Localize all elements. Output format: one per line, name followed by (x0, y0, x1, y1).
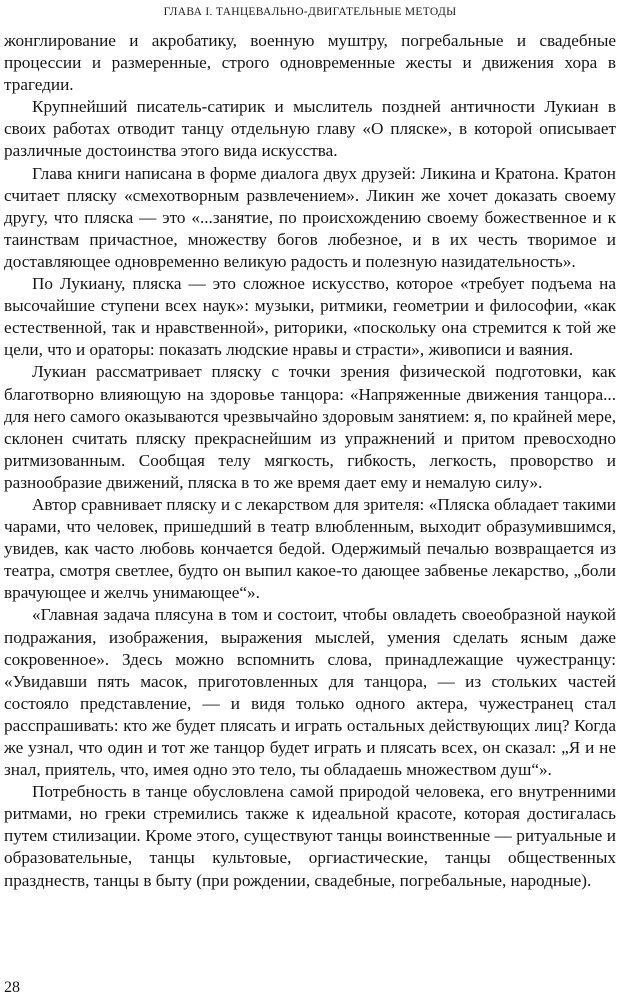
running-header: ГЛАВА I. ТАНЦЕВАЛЬНО-ДВИГАТЕЛЬНЫЕ МЕТОДЫ (163, 6, 457, 18)
paragraph-human-nature: Потребность в танце обусловлена самой природой человека, его внутренними ритмами, но греки стремились также к идеальной красоте, которая достигалась путем стилизации. Кроме этого, существуют танцы воинственные — ритуальные и образовательные, танцы культовые, оргиастические, танцы общественных празднеств, танцы в быту (при рождении, свадебные, погребальные, народные). (4, 782, 616, 890)
paragraph-imitation: «Главная задача плясуна в том и состоит, чтобы овладеть своеобразной наукой подражания, изображения, выражения мыслей, умения сделать ясным даже сокровенное». Здесь можно вспомнить слова, принадлежащие чужестранцу: «Увидавши пять масок, приготовленных для танцора, — из стольких частей состояло представление, — и видя только одного актера, чужестранец стал расспрашивать: кто же будет плясать и играть остальных действующих лиц? Когда же узнал, что один и тот же танцор будет играть и плясать всех, он сказал: „Я и не знал, приятель, что, имея одно это тело, ты обладаешь множеством душ“». (4, 605, 616, 780)
paragraph-dialogue: Глава книги написана в форме диалога двух друзей: Ликина и Кратона. Кратон считает пляску «смехотворным развлечением». Ликин же хочет доказать своему другу, что пляска — это «...занятие, по происхождению своему божественное и к таинствам причастное, множеству богов любезное, и в их честь творимое и доставляющее одновременно великую радость и полезную назидательность». (4, 163, 616, 271)
paragraph-lucian-intro: Крупнейший писатель-сатирик и мыслитель поздней античности Лукиан в своих работах отводит танцу отдельную главу «О пляске», в которой описывает различные достоинства этого вида искусства. (4, 97, 616, 161)
body-text (4, 30, 616, 892)
paragraph-physical-training: Лукиан рассматривает пляску с точки зрения физической подготовки, как благотворно влияющую на здоровье танцора: «Напряженные движения танцора... для него самого оказываются чрезвычайно здоровым занятием: я, по крайней мере, склонен считать пляску прекраснейшим из упражнений и притом превосходно ритмизованным. Сообщая телу мягкость, гибкость, легкость, проворство и разнообразие движений, пляска в то же время дает ему и немалую силу». (4, 362, 616, 492)
paragraph-continuation: жонглирование и акробатику, военную муштру, погребальные и свадебные процессии и размеренные, строго одновременные жесты и движения хора в трагедии. (4, 31, 616, 95)
page-number: 28 (4, 979, 20, 996)
paragraph-medicine: Автор сравнивает пляску и с лекарством для зрителя: «Пляска обладает такими чарами, что человек, пришедший в театр влюбленным, выходит образумившимся, увидев, как часто любовь кончается бедой. Одержимый печалью возвращается из театра, смотря светлее, будто он выпил какое-то дающее забвенье лекарство, „боли врачующее и желчь унимающее“». (4, 494, 616, 603)
paragraph-complex-art: По Лукиану, пляска — это сложное искусство, которое «требует подъема на высочайшие ступени всех наук»: музыки, ритмики, геометрии и философии, «как естественной, так и нравственной», риторики, «поскольку она стремится к той же цели, что и ораторы: показать людские нравы и страсти», живописи и ваяния. (4, 274, 616, 360)
